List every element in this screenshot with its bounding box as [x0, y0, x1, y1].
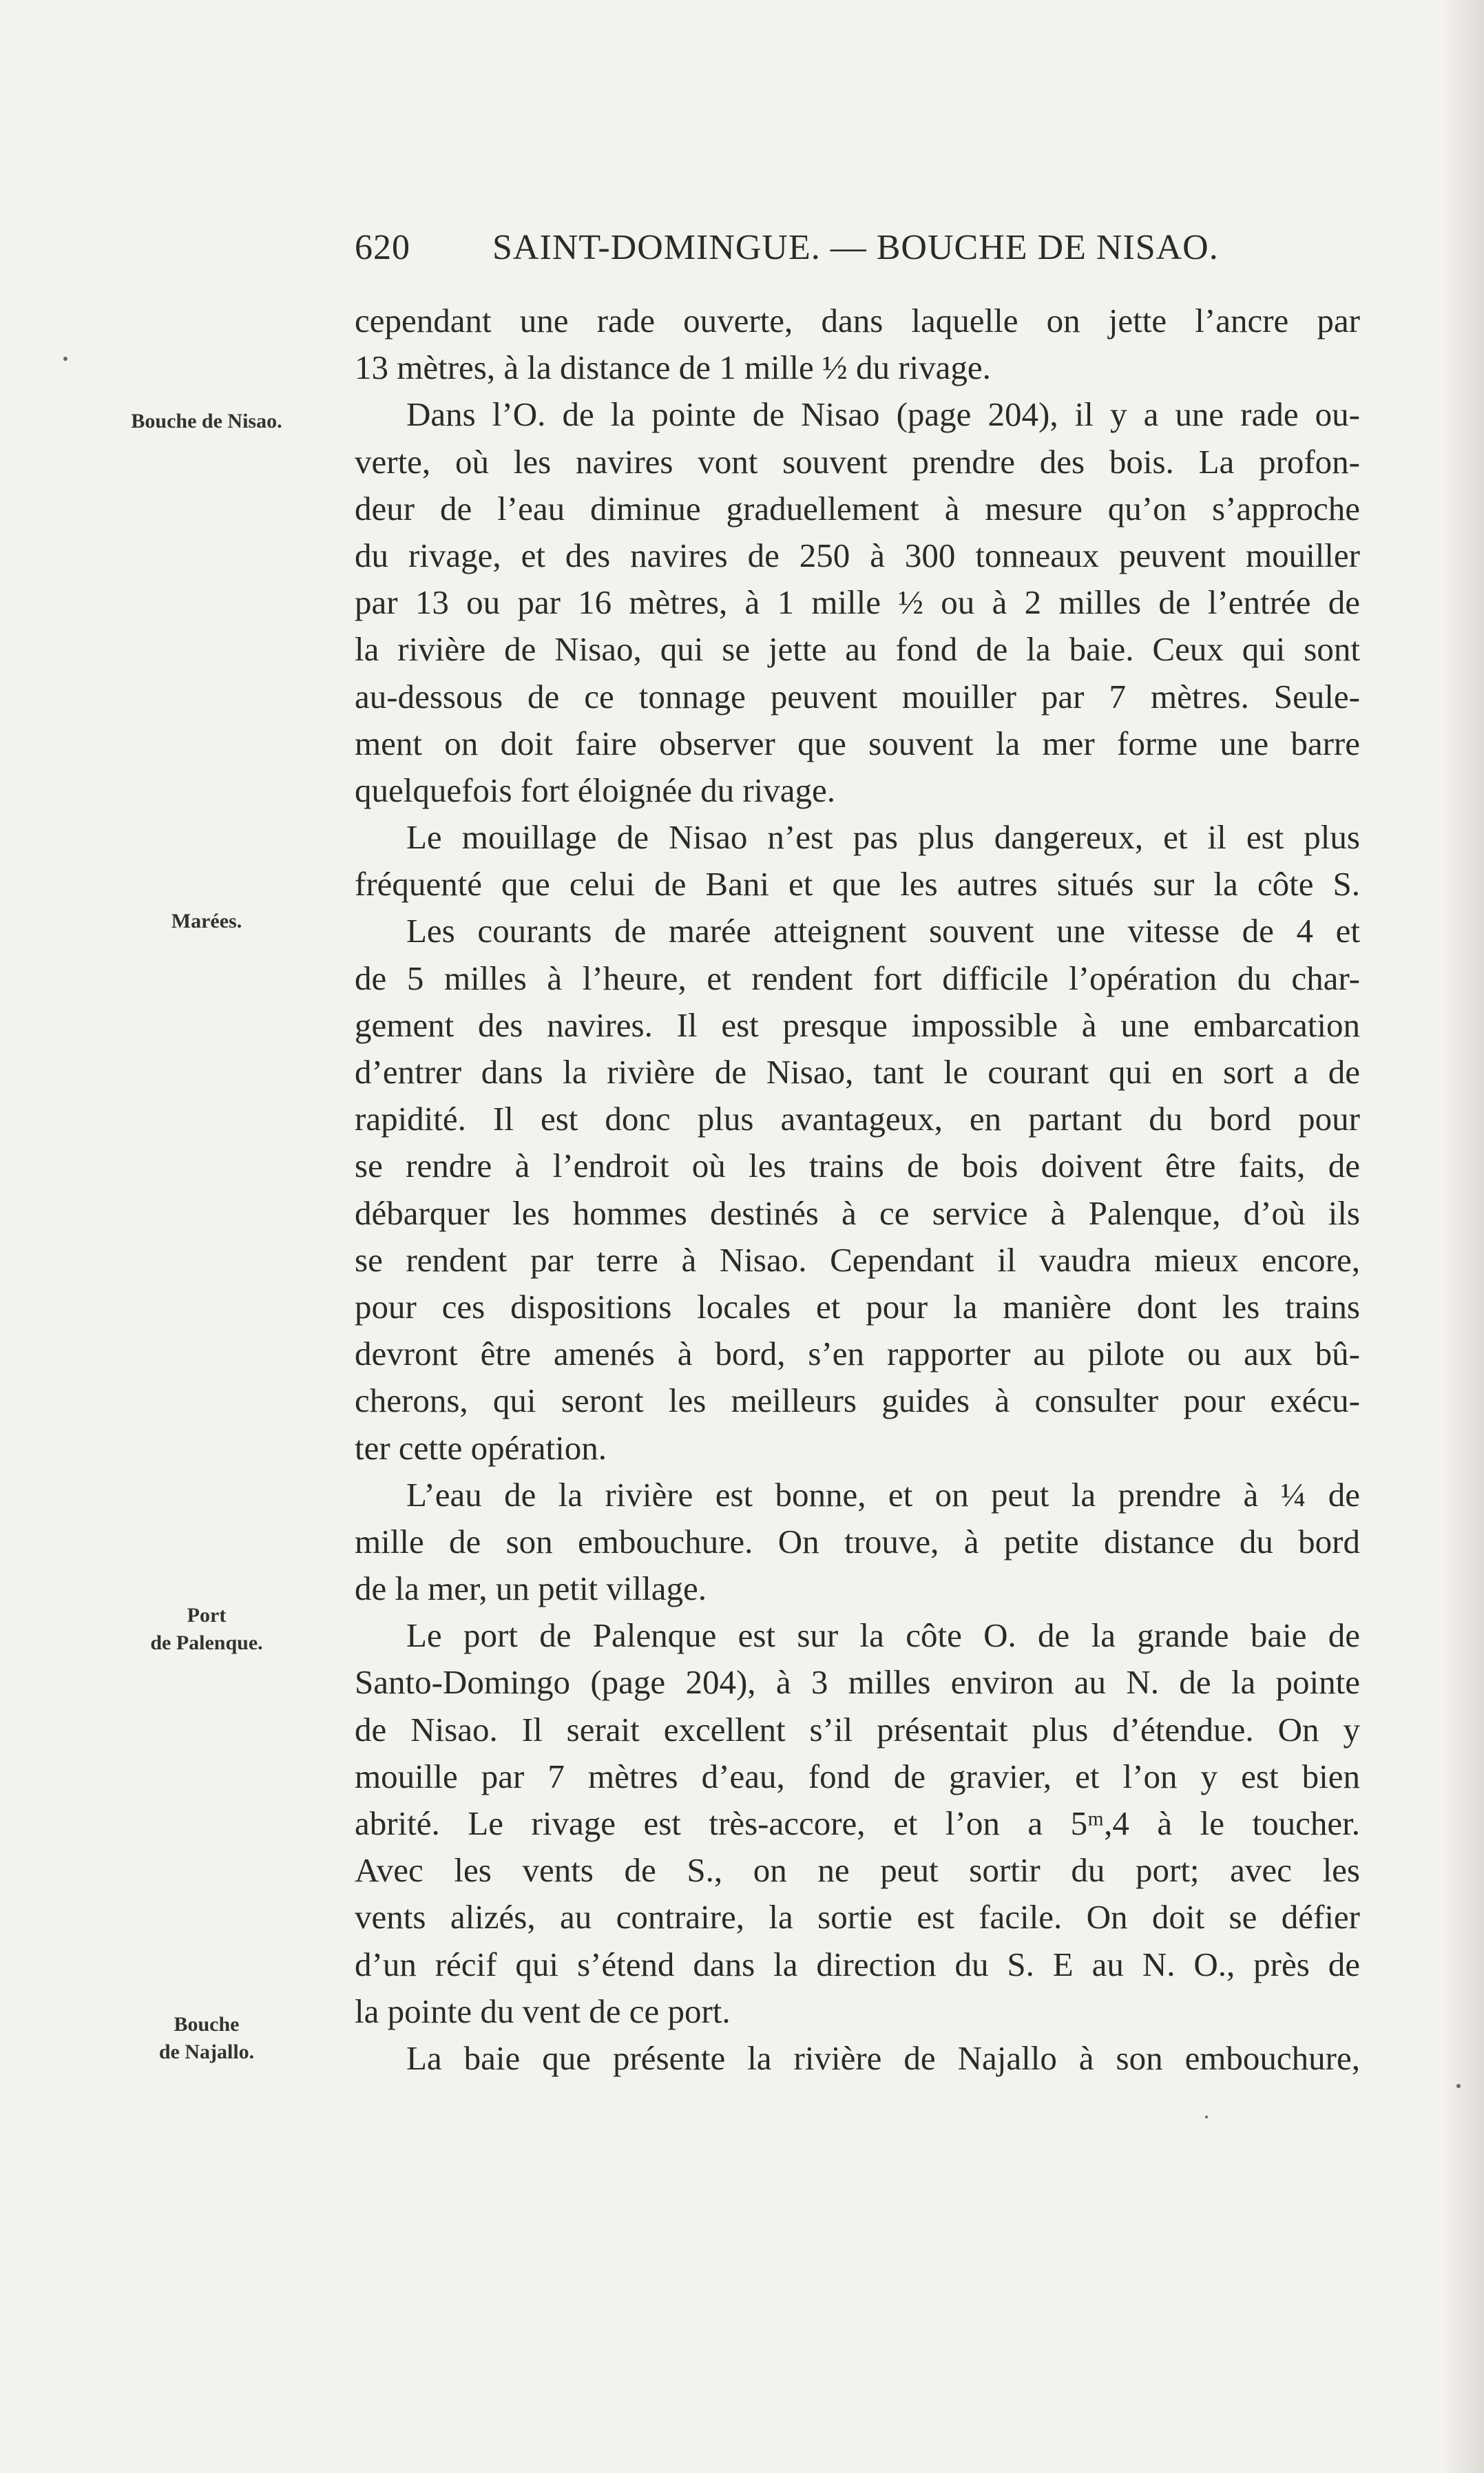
text-line: rapidité. Il est donc plus avantageux, en partant du bord pour: [355, 1100, 1360, 1138]
margin-note-text: Marées.: [171, 910, 242, 932]
text-line: la pointe du vent de ce port.: [355, 1992, 731, 2030]
text-line: fréquenté que celui de Bani et que les autres situés sur la côte S.: [355, 865, 1360, 904]
text-line: de 5 milles à l’heure, et rendent fort difficile l’opération du char-: [355, 959, 1360, 997]
text-line: ment on doit faire observer que souvent la mer forme une barre: [355, 724, 1360, 762]
text-line: la rivière de Nisao, qui se jette au fond de la baie. Ceux qui sont: [355, 630, 1360, 669]
text-line: par 13 ou par 16 mètres, à 1 mille ½ ou à 2 milles de l’entrée de: [355, 583, 1360, 622]
text-line: mille de son embouchure. On trouve, à petite distance du bord: [355, 1522, 1360, 1561]
running-title: SAINT-DOMINGUE. — BOUCHE DE NISAO.: [492, 228, 1219, 267]
text-line: se rendre à l’endroit où les trains de bois doivent être faits, de: [355, 1147, 1360, 1185]
text-line: ter cette opération.: [355, 1428, 607, 1467]
margin-note-bouche-de-najallo: [103, 2011, 310, 2066]
text-line: de la mer, un petit village.: [355, 1569, 707, 1608]
margin-note-bouche-de-nisao: [103, 408, 310, 435]
text-line: Les courants de marée atteignent souvent une vitesse de 4 et: [406, 912, 1360, 950]
page-edge-shadow: [1443, 0, 1484, 2473]
text-line: Le mouillage de Nisao n’est pas plus dangereux, et il est plus: [406, 818, 1360, 857]
margin-note-text: de Najallo.: [158, 2041, 255, 2063]
text-line: quelquefois fort éloignée du rivage.: [355, 771, 836, 809]
text-line: deur de l’eau diminue graduellement à mesure qu’on s’approche: [355, 489, 1360, 528]
text-line: mouille par 7 mètres d’eau, fond de gravier, et l’on y est bien: [355, 1757, 1360, 1795]
text-line: se rendent par terre à Nisao. Cependant il vaudra mieux encore,: [355, 1240, 1360, 1279]
text-line: abrité. Le rivage est très-accore, et l’on a 5ᵐ,4 à le toucher.: [355, 1804, 1360, 1842]
text-line: vents alizés, au contraire, la sortie est facile. On doit se défier: [355, 1898, 1360, 1937]
text-line: débarquer les hommes destinés à ce service à Palenque, d’où ils: [355, 1193, 1360, 1232]
text-line: du rivage, et des navires de 250 à 300 tonneaux peuvent mouiller: [355, 536, 1360, 574]
paper-speck: [1456, 2084, 1461, 2088]
page-number: 620: [355, 228, 410, 267]
margin-note-text: Port: [187, 1604, 227, 1627]
margin-note-text: de Palenque.: [150, 1631, 263, 1654]
text-line: pour ces dispositions locales et pour la manière dont les trains: [355, 1287, 1360, 1326]
text-line: L’eau de la rivière est bonne, et on peut la prendre à ¼ de: [406, 1475, 1360, 1514]
text-line: au-dessous de ce tonnage peuvent mouiller par 7 mètres. Seule-: [355, 677, 1360, 716]
text-line: Le port de Palenque est sur la côte O. de la grande baie de: [406, 1616, 1360, 1655]
text-line: 13 mètres, à la distance de 1 mille ½ du rivage.: [355, 348, 991, 387]
margin-note-port-de-palenque: [103, 1602, 310, 1657]
text-line: de Nisao. Il serait excellent s’il présentait plus d’étendue. On y: [355, 1710, 1360, 1749]
text-line: cependant une rade ouverte, dans laquelle on jette l’ancre par: [355, 302, 1360, 340]
text-line: gement des navires. Il est presque impossible à une embarcation: [355, 1005, 1360, 1044]
text-line: d’entrer dans la rivière de Nisao, tant le courant qui en sort a de: [355, 1053, 1360, 1091]
body-text: [355, 298, 1360, 2082]
text-line: Avec les vents de S., on ne peut sortir du port; avec les: [355, 1851, 1360, 1890]
text-line: verte, où les navires vont souvent prendre des bois. La profon-: [355, 442, 1360, 481]
paper-speck: [1205, 2116, 1208, 2118]
text-line: cherons, qui seront les meilleurs guides à consulter pour exécu-: [355, 1381, 1360, 1420]
margin-note-text: Bouche: [174, 2013, 240, 2036]
text-line: d’un récif qui s’étend dans la direction du S. E au N. O., près de: [355, 1945, 1360, 1983]
margin-note-text: Bouche de Nisao.: [131, 410, 282, 432]
text-line: devront être amenés à bord, s’en rapporter au pilote ou aux bû-: [355, 1335, 1360, 1373]
paper-speck: [63, 357, 67, 361]
text-line: La baie que présente la rivière de Najallo à son embouchure,: [406, 2038, 1360, 2077]
text-line: Dans l’O. de la pointe de Nisao (page 204), il y a une rade ou-: [406, 395, 1360, 434]
running-header: [355, 227, 1360, 289]
text-line: Santo-Domingo (page 204), à 3 milles environ au N. de la pointe: [355, 1663, 1360, 1702]
margin-note-marees: [103, 908, 310, 935]
